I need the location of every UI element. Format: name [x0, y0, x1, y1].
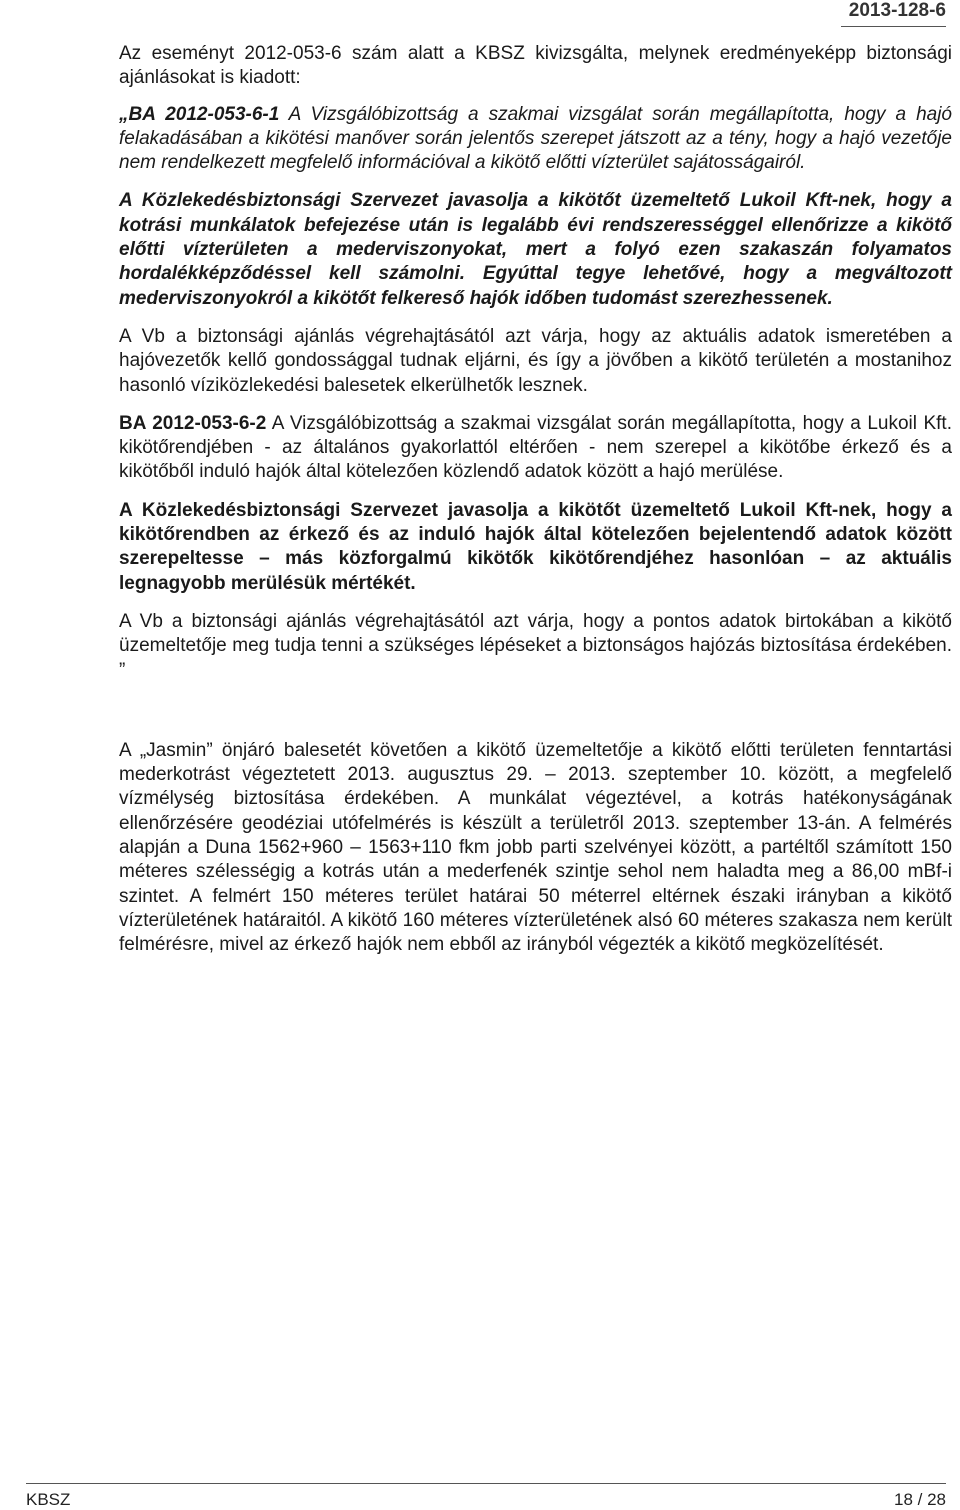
recommendation-1-expectation: A Vb a biztonsági ajánlás végrehajtásától azt várja, hogy az aktuális adatok ismeretében a hajóvezetők kellő gondossággal tudnak eljárni, és így a jövőben a kikötő területén a mostanihoz hasonló víziközlekedési balesetek elkerülhetők lesznek. — [119, 325, 952, 396]
footer-page-number: 18 / 28 — [894, 1490, 946, 1509]
recommendation-1-proposal: A Közlekedésbiztonsági Szervezet javasolja a kikötőt üzemeltető Lukoil Kft-nek, hogy a kotrási munkálatok befejezése után is legalább évi rendszerességgel ellenőrizze a kikötő előtti vízterületen a mederviszonyokat, mert a folyó ezen szakaszán folyamatos hordalékképződéssel kell számolni. Egyúttal tegye lehetővé, hogy a megváltozott mederviszonyokról a kikötőt felkereső hajók időben tudomást szerezhessenek. — [119, 190, 952, 309]
document-body — [119, 42, 952, 958]
recommendation-2-expectation: A Vb a biztonsági ajánlás végrehajtásától azt várja, hogy a pontos adatok birtokában a kikötő üzemeltetője meg tudja tenni a szükséges lépéseket a biztonságos hajózás biztosítása érdekében. ” — [119, 610, 952, 681]
recommendation-1-text: A Vizsgálóbizottság a szakmai vizsgálat során megállapította, hogy a hajó felakadásában a kikötési manőver során jelentős szerepet játszott az a tény, hogy a hajó vezetője nem rendelkezett megfelelő információval a kikötő előtti vízterület sajátosságairól. — [119, 103, 952, 174]
dredging-paragraph: A „Jasmin” önjáró balesetét követően a kikötő üzemeltetője a kikötő előtti területen fenntartási mederkotrást végeztetett 2013. augusztus 29. – 2013. szeptember 10. között, a megfelelő vízmélység biztosítása érdekében. A munkálat végeztével, a kotrás hatékonyságának ellenőrzésére geodéziai utófelmérés is készült a területről 2013. szeptember 13-án. A felmérés alapján a Duna 1562+960 – 1563+110 fkm jobb parti szelvényei között, a partéltől számított 150 méteres szélességig a kotrás után a mederfenék szintje sehol nem haladta meg a 86,00 mBf-i szintet. A felmért 150 méteres terület határai 50 méterrel eltérnek északi irányban a kikötő vízterületének határaitól. A kikötő 160 méteres vízterületének alsó 60 méteres szakasza nem került felmérésre, mivel az érkező hajók nem ebből az irányból végezték a kikötő megközelítését. — [119, 739, 952, 956]
document-id: 2013-128-6 — [841, 0, 946, 27]
recommendation-2-label: BA 2012-053-6-2 — [119, 412, 267, 434]
intro-paragraph: Az eseményt 2012-053-6 szám alatt a KBSZ kivizsgálta, melynek eredményeképp biztonsági ajánlásokat is kiadott: — [119, 43, 952, 89]
footer-org: KBSZ — [26, 1490, 71, 1509]
recommendation-2-text: A Vizsgálóbizottság a szakmai vizsgálat során megállapította, hogy a Lukoil Kft. kikötőrendjében - az általános gyakorlattól eltérően - nem szerepel a kikötőbe érkező és a kikötőből induló hajók által kötelezően közlendő adatok között a hajó merülése. — [119, 412, 952, 483]
page-footer — [26, 1483, 946, 1510]
recommendation-2-finding — [119, 412, 952, 485]
recommendation-1-finding — [119, 103, 952, 176]
recommendation-1-label: „BA 2012-053-6-1 — [119, 103, 280, 125]
recommendation-2-proposal: A Közlekedésbiztonsági Szervezet javasolja a kikötőt üzemeltető Lukoil Kft-nek, hogy a kikötőrendben az érkező és az induló hajók által kötelezően bejelentendő adatok között szerepeltesse – más közforgalmú kikötők kikötőrendjéhez hasonlóan – az aktuális legnagyobb merülésük mértékét. — [119, 499, 952, 594]
